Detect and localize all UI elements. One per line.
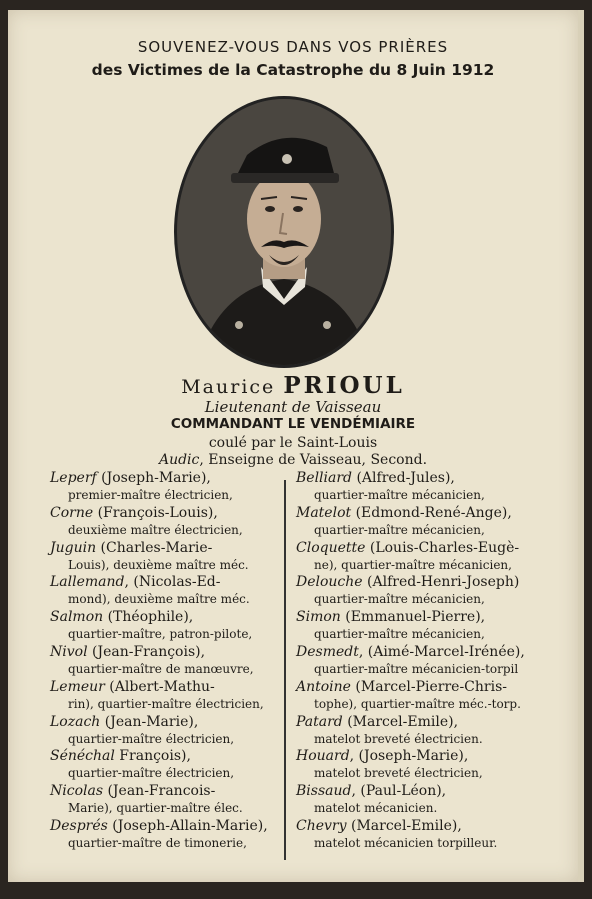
second-officer-name: Audic: [158, 452, 200, 468]
card-edge: [578, 10, 584, 882]
victim-surname: Bissaud: [296, 783, 352, 800]
victim-given-names: (Jean-Marie),: [100, 713, 199, 730]
victim-rank-line: quartier-maître mécanicien-torpil: [314, 661, 519, 676]
victim-rank-line: matelot breveté électricien,: [314, 766, 483, 781]
victim-rank-line: tophe), quartier-maître méc.-torp.: [314, 696, 521, 711]
victim-entry: [296, 470, 528, 505]
victim-surname: Houard: [296, 748, 350, 765]
victim-given-names: (Louis-Charles-Eugè-: [365, 539, 520, 556]
victim-surname: Lozach: [50, 713, 101, 730]
victim-surname: Simon: [296, 609, 341, 626]
officer-portrait-icon: [174, 96, 394, 368]
victim-rank-line: matelot mécanicien.: [314, 801, 438, 816]
victim-name-line: [50, 818, 282, 835]
second-officer-line: [8, 452, 578, 468]
victim-given-names: (Jean-François),: [87, 643, 206, 660]
victim-given-names: , (Paul-Léon),: [351, 783, 447, 800]
victim-name-line: [50, 748, 282, 765]
victim-rank-line: deuxième maître électricien,: [68, 522, 243, 537]
column-divider: [284, 480, 286, 860]
victim-name-line: [50, 609, 282, 626]
victim-surname: Després: [50, 817, 108, 834]
victim-rank-line: Louis), deuxième maître méc.: [68, 557, 249, 572]
victim-given-names: (Théophile),: [103, 609, 194, 626]
victim-rank-line: quartier-maître, patron-pilote,: [68, 627, 253, 642]
victim-name-line: [296, 679, 528, 696]
victim-name-line: [50, 540, 282, 557]
commander-name: [8, 372, 578, 399]
victim-given-names: , (Aimé-Marcel-Irénée),: [358, 643, 525, 660]
victims-left-column: [50, 470, 282, 853]
victim-surname: Nivol: [50, 643, 88, 660]
second-officer-desc: , Enseigne de Vaisseau, Second.: [199, 452, 428, 468]
victim-name-line: [50, 714, 282, 731]
victim-given-names: (Edmond-René-Ange),: [351, 504, 512, 521]
victim-surname: Nicolas: [50, 783, 104, 800]
victim-name-line: [296, 609, 528, 626]
victim-surname: Salmon: [50, 609, 104, 626]
victim-surname: Antoine: [296, 678, 351, 695]
victim-surname: Lemeur: [50, 678, 105, 695]
header-prayer: SOUVENEZ-VOUS DANS VOS PRIÈRES: [137, 38, 449, 56]
victim-name-line: [296, 783, 528, 800]
victim-entry: [50, 783, 282, 818]
victim-given-names: François),: [114, 748, 191, 765]
victim-surname: Juguin: [50, 539, 97, 556]
victim-surname: Patard: [296, 713, 343, 730]
header-catastrophe: des Victimes de la Catastrophe du 8 Juin 1912: [91, 61, 495, 79]
victim-given-names: (Joseph-Allain-Marie),: [107, 817, 268, 834]
victim-name-line: [296, 540, 528, 557]
victim-surname: Leperf: [50, 470, 97, 486]
victim-entry: [296, 644, 528, 679]
victim-rank-line: mond), deuxième maître méc.: [68, 592, 250, 607]
victim-surname: Sénéchal: [50, 748, 115, 765]
victim-rank-line: quartier-maître mécanicien,: [314, 627, 485, 642]
victim-name-line: [50, 644, 282, 661]
command-title: COMMANDANT LE VENDÉMIAIRE: [170, 416, 416, 432]
victim-entry: [50, 505, 282, 540]
victim-name-line: [296, 470, 528, 487]
victim-name-line: [50, 679, 282, 696]
victim-rank-line: quartier-maître mécanicien,: [314, 522, 485, 537]
victim-entry: [50, 470, 282, 505]
victim-entry: [50, 748, 282, 783]
victim-given-names: , (Nicolas-Ed-: [124, 574, 221, 591]
victim-rank-line: rin), quartier-maître électricien,: [68, 696, 264, 711]
victim-entry: [296, 714, 528, 749]
commander-last-name: PRIOUL: [283, 372, 405, 399]
victim-surname: Cloquette: [296, 539, 366, 556]
victim-given-names: (Emmanuel-Pierre),: [340, 609, 486, 626]
victim-rank-line: ne), quartier-maître mécanicien,: [314, 557, 512, 572]
commander-first-name: Maurice: [181, 376, 276, 398]
victim-surname: Desmedt: [296, 643, 359, 660]
victim-given-names: (Joseph-Marie),: [96, 470, 211, 486]
victim-rank-line: quartier-maître mécanicien,: [314, 488, 485, 502]
victim-entry: [50, 540, 282, 575]
victim-entry: [296, 748, 528, 783]
victim-entry: [296, 679, 528, 714]
victim-rank-line: quartier-maître mécanicien,: [314, 592, 485, 607]
victim-rank-line: quartier-maître de timonerie,: [68, 835, 247, 850]
victim-name-line: [296, 505, 528, 522]
victim-rank-line: matelot mécanicien torpilleur.: [314, 835, 498, 850]
victim-name-line: [50, 470, 282, 487]
victim-entry: [50, 714, 282, 749]
victim-entry: [296, 540, 528, 575]
victim-given-names: (Charles-Marie-: [96, 539, 213, 556]
victim-rank-line: matelot breveté électricien.: [314, 731, 483, 746]
victim-name-line: [50, 783, 282, 800]
victim-name-line: [296, 714, 528, 731]
victim-entry: [50, 644, 282, 679]
victims-right-column: [296, 470, 528, 853]
victim-surname: Chevry: [296, 817, 347, 834]
victim-given-names: , (Joseph-Marie),: [349, 748, 469, 765]
victim-surname: Belliard: [296, 470, 353, 486]
victim-entry: [296, 505, 528, 540]
victim-given-names: (Marcel-Emile),: [342, 713, 459, 730]
sunk-by-line: coulé par le Saint-Louis: [208, 435, 378, 451]
victim-given-names: (Jean-Francois-: [103, 783, 216, 800]
victim-given-names: (François-Louis),: [93, 504, 218, 521]
victim-entry: [50, 679, 282, 714]
victim-name-line: [50, 505, 282, 522]
victim-entry: [50, 574, 282, 609]
victim-entry: [50, 818, 282, 853]
victim-rank-line: quartier-maître électricien,: [68, 731, 235, 746]
victim-entry: [296, 609, 528, 644]
victim-name-line: [296, 748, 528, 765]
commander-rank: Lieutenant de Vaisseau: [204, 398, 382, 416]
victim-given-names: (Albert-Mathu-: [104, 678, 215, 695]
victim-surname: Delouche: [296, 574, 363, 591]
victim-given-names: (Marcel-Pierre-Chris-: [350, 678, 507, 695]
victim-name-line: [50, 574, 282, 591]
victim-rank-line: quartier-maître électricien,: [68, 766, 235, 781]
victim-entry: [296, 574, 528, 609]
victim-given-names: (Alfred-Henri-Joseph): [362, 574, 520, 591]
victim-entry: [296, 783, 528, 818]
victim-surname: Corne: [50, 504, 94, 521]
victim-name-line: [296, 818, 528, 835]
victim-name-line: [296, 574, 528, 591]
victim-rank-line: Marie), quartier-maître élec.: [68, 801, 243, 816]
victim-rank-line: premier-maître électricien,: [68, 488, 233, 502]
victim-given-names: (Alfred-Jules),: [352, 470, 455, 486]
victim-surname: Matelot: [296, 504, 352, 521]
victim-surname: Lallemand: [50, 574, 125, 591]
victim-given-names: (Marcel-Emile),: [346, 817, 462, 834]
victim-entry: [50, 609, 282, 644]
victim-entry: [296, 818, 528, 853]
victim-rank-line: quartier-maître de manœuvre,: [68, 661, 254, 676]
memorial-card: [8, 10, 578, 882]
victim-name-line: [296, 644, 528, 661]
